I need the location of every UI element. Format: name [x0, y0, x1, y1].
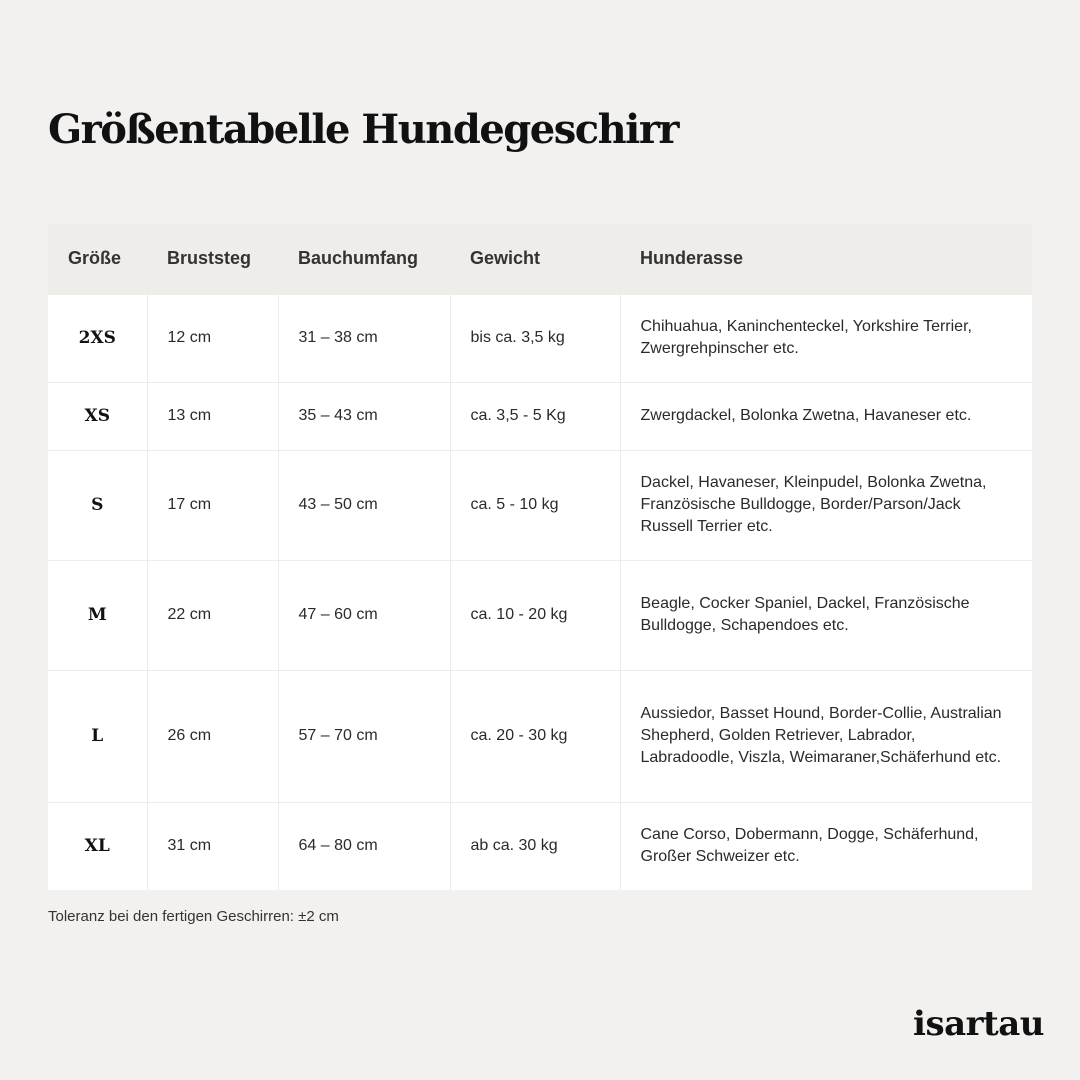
brand-logo: isartau — [913, 1004, 1044, 1044]
size-cell: S — [48, 450, 147, 560]
bauchumfang-cell: 47 – 60 cm — [278, 560, 450, 670]
hunderasse-cell: Chihuahua, Kaninchenteckel, Yorkshire Terrier, Zwergrehpinscher etc. — [620, 294, 1032, 382]
hunderasse-cell: Cane Corso, Dobermann, Dogge, Schäferhund, Großer Schweizer etc. — [620, 802, 1032, 890]
table-row — [48, 670, 1032, 802]
size-cell: 2XS — [48, 294, 147, 382]
size-table — [48, 224, 1032, 890]
bruststeg-cell: 22 cm — [147, 560, 278, 670]
hunderasse-cell: Beagle, Cocker Spaniel, Dackel, Französische Bulldogge, Schapendoes etc. — [620, 560, 1032, 670]
table-row — [48, 294, 1032, 382]
size-cell: XL — [48, 802, 147, 890]
table-row — [48, 560, 1032, 670]
table-row — [48, 450, 1032, 560]
bauchumfang-cell: 35 – 43 cm — [278, 382, 450, 450]
bruststeg-cell: 12 cm — [147, 294, 278, 382]
header-groesse: Größe — [48, 224, 147, 294]
table-row — [48, 802, 1032, 890]
bruststeg-cell: 26 cm — [147, 670, 278, 802]
gewicht-cell: ca. 20 - 30 kg — [450, 670, 620, 802]
size-cell: XS — [48, 382, 147, 450]
table-row — [48, 382, 1032, 450]
header-gewicht: Gewicht — [450, 224, 620, 294]
tolerance-note: Toleranz bei den fertigen Geschirren: ±2 cm — [48, 908, 339, 925]
table-header-row — [48, 224, 1032, 294]
bauchumfang-cell: 57 – 70 cm — [278, 670, 450, 802]
bruststeg-cell: 17 cm — [147, 450, 278, 560]
page-title: Größentabelle Hundegeschirr — [48, 106, 679, 153]
gewicht-cell: ca. 3,5 - 5 Kg — [450, 382, 620, 450]
header-hunderasse: Hunderasse — [620, 224, 1032, 294]
gewicht-cell: ca. 10 - 20 kg — [450, 560, 620, 670]
bauchumfang-cell: 31 – 38 cm — [278, 294, 450, 382]
bruststeg-cell: 31 cm — [147, 802, 278, 890]
gewicht-cell: ab ca. 30 kg — [450, 802, 620, 890]
hunderasse-cell: Zwergdackel, Bolonka Zwetna, Havaneser etc. — [620, 382, 1032, 450]
gewicht-cell: bis ca. 3,5 kg — [450, 294, 620, 382]
gewicht-cell: ca. 5 - 10 kg — [450, 450, 620, 560]
header-bruststeg: Bruststeg — [147, 224, 278, 294]
hunderasse-cell: Dackel, Havaneser, Kleinpudel, Bolonka Zwetna, Französische Bulldogge, Border/Parson/Jack Russell Terrier etc. — [620, 450, 1032, 560]
header-bauchumfang: Bauchumfang — [278, 224, 450, 294]
bauchumfang-cell: 43 – 50 cm — [278, 450, 450, 560]
size-cell: L — [48, 670, 147, 802]
hunderasse-cell: Aussiedor, Basset Hound, Border-Collie, Australian Shepherd, Golden Retriever, Labrador, Labradoodle, Viszla, Weimaraner,Schäferhund etc. — [620, 670, 1032, 802]
bauchumfang-cell: 64 – 80 cm — [278, 802, 450, 890]
bruststeg-cell: 13 cm — [147, 382, 278, 450]
size-cell: M — [48, 560, 147, 670]
